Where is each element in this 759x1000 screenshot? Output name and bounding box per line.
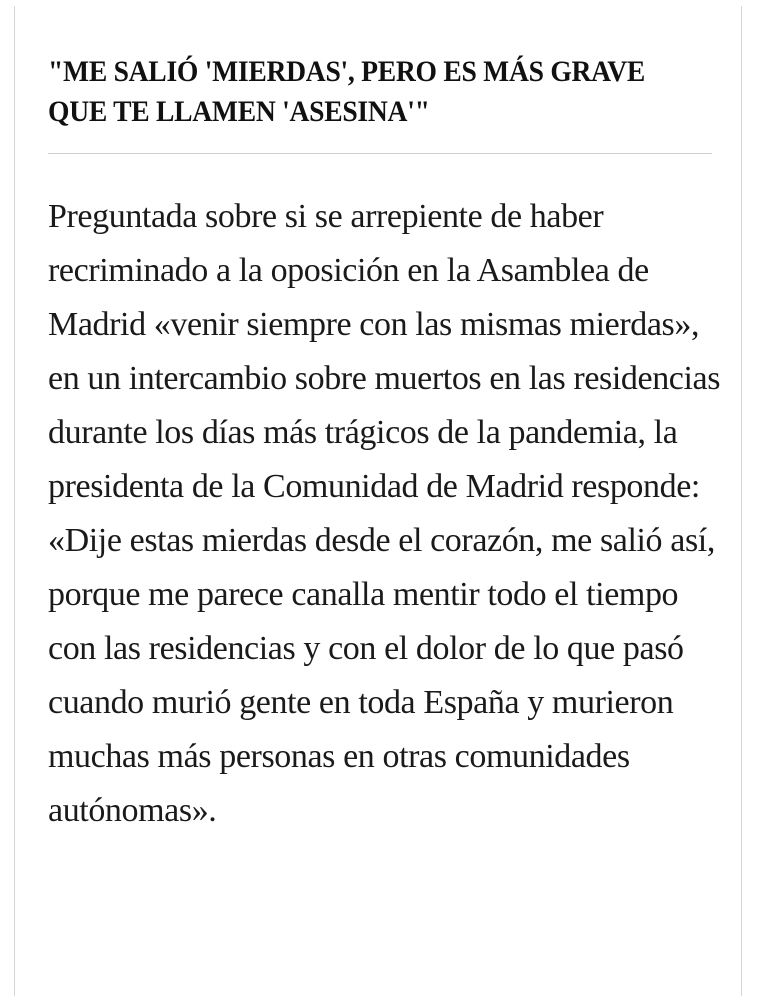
article-headline: "ME SALIÓ 'MIERDAS', PERO ES MÁS GRAVE QUE TE LLAMEN 'ASESINA'"	[48, 55, 646, 128]
article-card	[48, 52, 721, 872]
article-body: Preguntada sobre si se arrepiente de haber recriminado a la oposición en la Asamblea de Madrid «venir siempre con las mismas mierdas», en un intercambio sobre muertos en las residencias durante los días más trágicos de la pandemia, la presidenta de la Comunidad de Madrid responde: «Dije estas mierdas desde el corazón, me salió así, porque me parece canalla mentir todo el tiempo con las residencias y con el dolor de lo que pasó cuando murió gente en toda España y murieron muchas más personas en otras comunidades autónomas».	[48, 198, 721, 829]
headline-divider	[48, 153, 712, 154]
